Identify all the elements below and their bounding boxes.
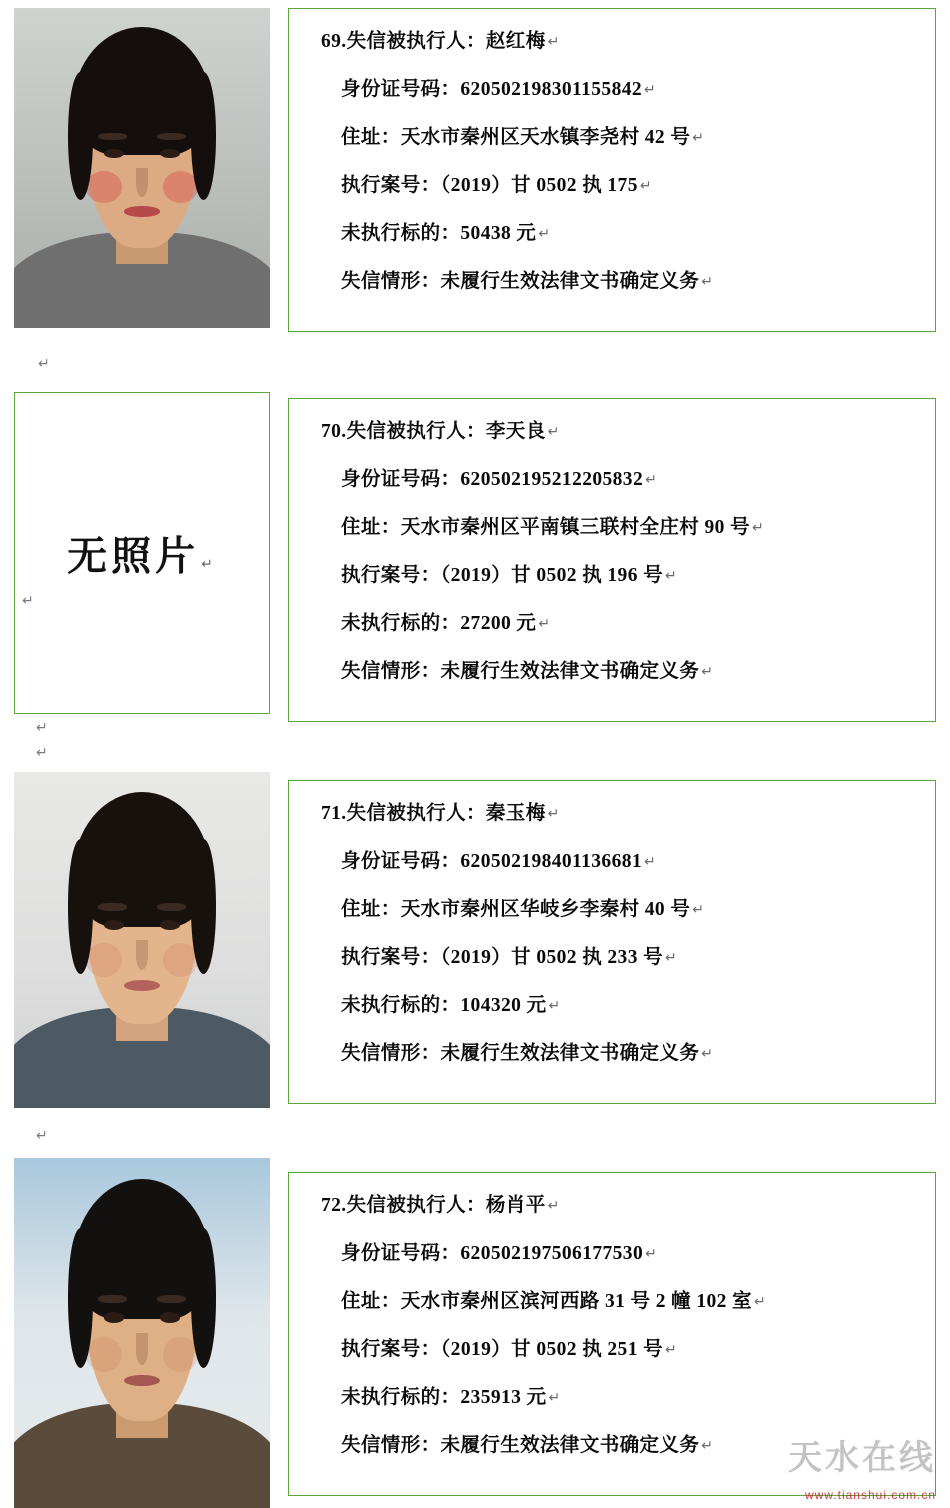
case-label: 执行案号：	[341, 1339, 441, 1360]
debtor-photo	[14, 8, 270, 328]
pilcrow-mark: ↵	[751, 519, 765, 535]
situation-label: 失信情形：	[341, 661, 441, 682]
pilcrow-mark: ↵	[665, 949, 678, 965]
debtor-entry	[0, 772, 950, 1144]
debtor-address-line	[341, 511, 925, 539]
pilcrow-mark: ↵	[547, 423, 560, 439]
debtor-info-box	[288, 8, 936, 332]
pilcrow-mark: ↵	[753, 1293, 767, 1309]
debtor-address: 天水市秦州区滨河西路 31 号 2 幢 102 室	[400, 1291, 752, 1312]
address-label: 住址：	[341, 1291, 401, 1312]
debtor-case: （2019）甘 0502 执 251 号	[440, 1339, 664, 1360]
amount-label: 未执行标的：	[341, 613, 461, 634]
watermark-url: www.tianshui.com.cn	[804, 1488, 936, 1502]
pilcrow-mark: ↵	[665, 1341, 678, 1357]
name-label: 失信被执行人：	[346, 421, 486, 442]
debtor-id-line	[341, 73, 925, 101]
situation-label: 失信情形：	[341, 271, 441, 292]
pilcrow-mark: ↵	[692, 129, 705, 145]
debtor-entry	[0, 392, 950, 760]
pilcrow-mark: ↵	[639, 177, 652, 193]
debtor-address: 天水市秦州区天水镇李尧村 42 号	[400, 127, 691, 148]
debtor-situation: 未履行生效法律文书确定义务	[440, 1043, 700, 1064]
debtor-amount: 104320 元	[460, 995, 547, 1016]
amount-label: 未执行标的：	[341, 1387, 461, 1408]
situation-label: 失信情形：	[341, 1043, 441, 1064]
no-photo-label	[15, 525, 269, 582]
pilcrow-mark: ↵	[644, 853, 657, 869]
pilcrow-mark: ↵	[665, 567, 678, 583]
debtor-name: 李天良	[485, 421, 546, 442]
paragraph-mark: ↵	[38, 355, 50, 371]
debtor-address-line	[341, 1285, 925, 1313]
debtor-info-box	[288, 780, 936, 1104]
portrait-image	[14, 1158, 270, 1508]
paragraph-mark: ↵	[36, 1127, 48, 1143]
name-label: 失信被执行人：	[346, 1195, 486, 1216]
pilcrow-mark: ↵	[548, 1389, 561, 1405]
debtor-name-line	[321, 415, 925, 443]
debtor-situation: 未履行生效法律文书确定义务	[440, 271, 700, 292]
debtor-situation: 未履行生效法律文书确定义务	[440, 1435, 700, 1456]
pilcrow-mark: ↵	[538, 225, 551, 241]
debtor-amount-line	[341, 607, 925, 635]
debtor-id: 620502198401136681	[460, 851, 643, 872]
debtor-address-line	[341, 121, 925, 149]
address-label: 住址：	[341, 517, 401, 538]
debtor-photo-placeholder	[14, 392, 270, 714]
debtor-case-line	[341, 941, 925, 969]
debtor-id: 620502197506177530	[460, 1243, 644, 1264]
pilcrow-mark: ↵	[692, 901, 705, 917]
debtor-case: （2019）甘 0502 执 196 号	[440, 565, 664, 586]
debtor-entry	[0, 0, 950, 370]
debtor-id-line	[341, 845, 925, 873]
pilcrow-mark: ↵	[645, 471, 658, 487]
pilcrow-mark: ↵	[644, 81, 657, 97]
pilcrow-mark: ↵	[701, 1045, 714, 1061]
debtor-case-line	[341, 169, 925, 197]
entry-index: 70.	[321, 421, 347, 442]
debtor-id-line	[341, 1237, 925, 1265]
debtor-amount-line	[341, 217, 925, 245]
paragraph-mark: ↵	[36, 719, 48, 735]
name-label: 失信被执行人：	[346, 803, 486, 824]
debtor-case-line	[341, 1333, 925, 1361]
debtor-situation-line	[341, 1037, 925, 1065]
case-label: 执行案号：	[341, 947, 441, 968]
debtor-photo	[14, 772, 270, 1108]
debtor-id: 620502195212205832	[460, 469, 644, 490]
debtor-name-line	[321, 25, 925, 53]
no-photo-text: 无照片	[67, 533, 200, 579]
debtor-name: 杨肖平	[485, 1195, 546, 1216]
entry-index: 72.	[321, 1195, 347, 1216]
debtor-case: （2019）甘 0502 执 233 号	[440, 947, 664, 968]
debtor-situation-line	[341, 1429, 925, 1457]
pilcrow-mark: ↵	[701, 273, 714, 289]
paragraph-mark: ↵	[36, 744, 48, 760]
debtor-case: （2019）甘 0502 执 175	[440, 175, 638, 196]
amount-label: 未执行标的：	[341, 995, 461, 1016]
debtor-address-line	[341, 893, 925, 921]
debtor-amount-line	[341, 989, 925, 1017]
debtor-name-line	[321, 797, 925, 825]
debtor-situation-line	[341, 265, 925, 293]
portrait-image	[14, 8, 270, 328]
case-label: 执行案号：	[341, 565, 441, 586]
debtor-amount-line	[341, 1381, 925, 1409]
debtor-amount: 50438 元	[460, 223, 537, 244]
debtor-amount: 235913 元	[460, 1387, 547, 1408]
pilcrow-mark: ↵	[201, 555, 217, 572]
pilcrow-mark: ↵	[645, 1245, 658, 1261]
debtor-situation: 未履行生效法律文书确定义务	[440, 661, 700, 682]
pilcrow-mark: ↵	[547, 805, 560, 821]
id-label: 身份证号码：	[341, 469, 461, 490]
pilcrow-mark: ↵	[701, 1437, 714, 1453]
entry-index: 69.	[321, 31, 347, 52]
debtor-situation-line	[341, 655, 925, 683]
debtor-entry	[0, 1158, 950, 1508]
debtor-name: 赵红梅	[485, 31, 546, 52]
debtor-info-box	[288, 398, 936, 722]
id-label: 身份证号码：	[341, 851, 461, 872]
id-label: 身份证号码：	[341, 79, 461, 100]
debtor-name-line	[321, 1189, 925, 1217]
pilcrow-mark: ↵	[548, 997, 561, 1013]
debtor-amount: 27200 元	[460, 613, 537, 634]
case-label: 执行案号：	[341, 175, 441, 196]
pilcrow-mark: ↵	[538, 615, 551, 631]
debtor-id-line	[341, 463, 925, 491]
situation-label: 失信情形：	[341, 1435, 441, 1456]
portrait-image	[14, 772, 270, 1108]
name-label: 失信被执行人：	[346, 31, 486, 52]
address-label: 住址：	[341, 127, 401, 148]
pilcrow-mark: ↵	[701, 663, 714, 679]
pilcrow-mark: ↵	[547, 1197, 560, 1213]
paragraph-mark: ↵	[22, 592, 34, 608]
entry-index: 71.	[321, 803, 347, 824]
debtor-address: 天水市秦州区平南镇三联村全庄村 90 号	[400, 517, 750, 538]
debtor-photo	[14, 1158, 270, 1508]
watermark-text: 天水在线	[788, 1440, 936, 1477]
debtor-id: 620502198301155842	[460, 79, 643, 100]
debtor-name: 秦玉梅	[485, 803, 546, 824]
debtor-info-box	[288, 1172, 936, 1496]
debtor-case-line	[341, 559, 925, 587]
amount-label: 未执行标的：	[341, 223, 461, 244]
address-label: 住址：	[341, 899, 401, 920]
pilcrow-mark: ↵	[547, 33, 560, 49]
debtor-address: 天水市秦州区华岐乡李秦村 40 号	[400, 899, 691, 920]
id-label: 身份证号码：	[341, 1243, 461, 1264]
